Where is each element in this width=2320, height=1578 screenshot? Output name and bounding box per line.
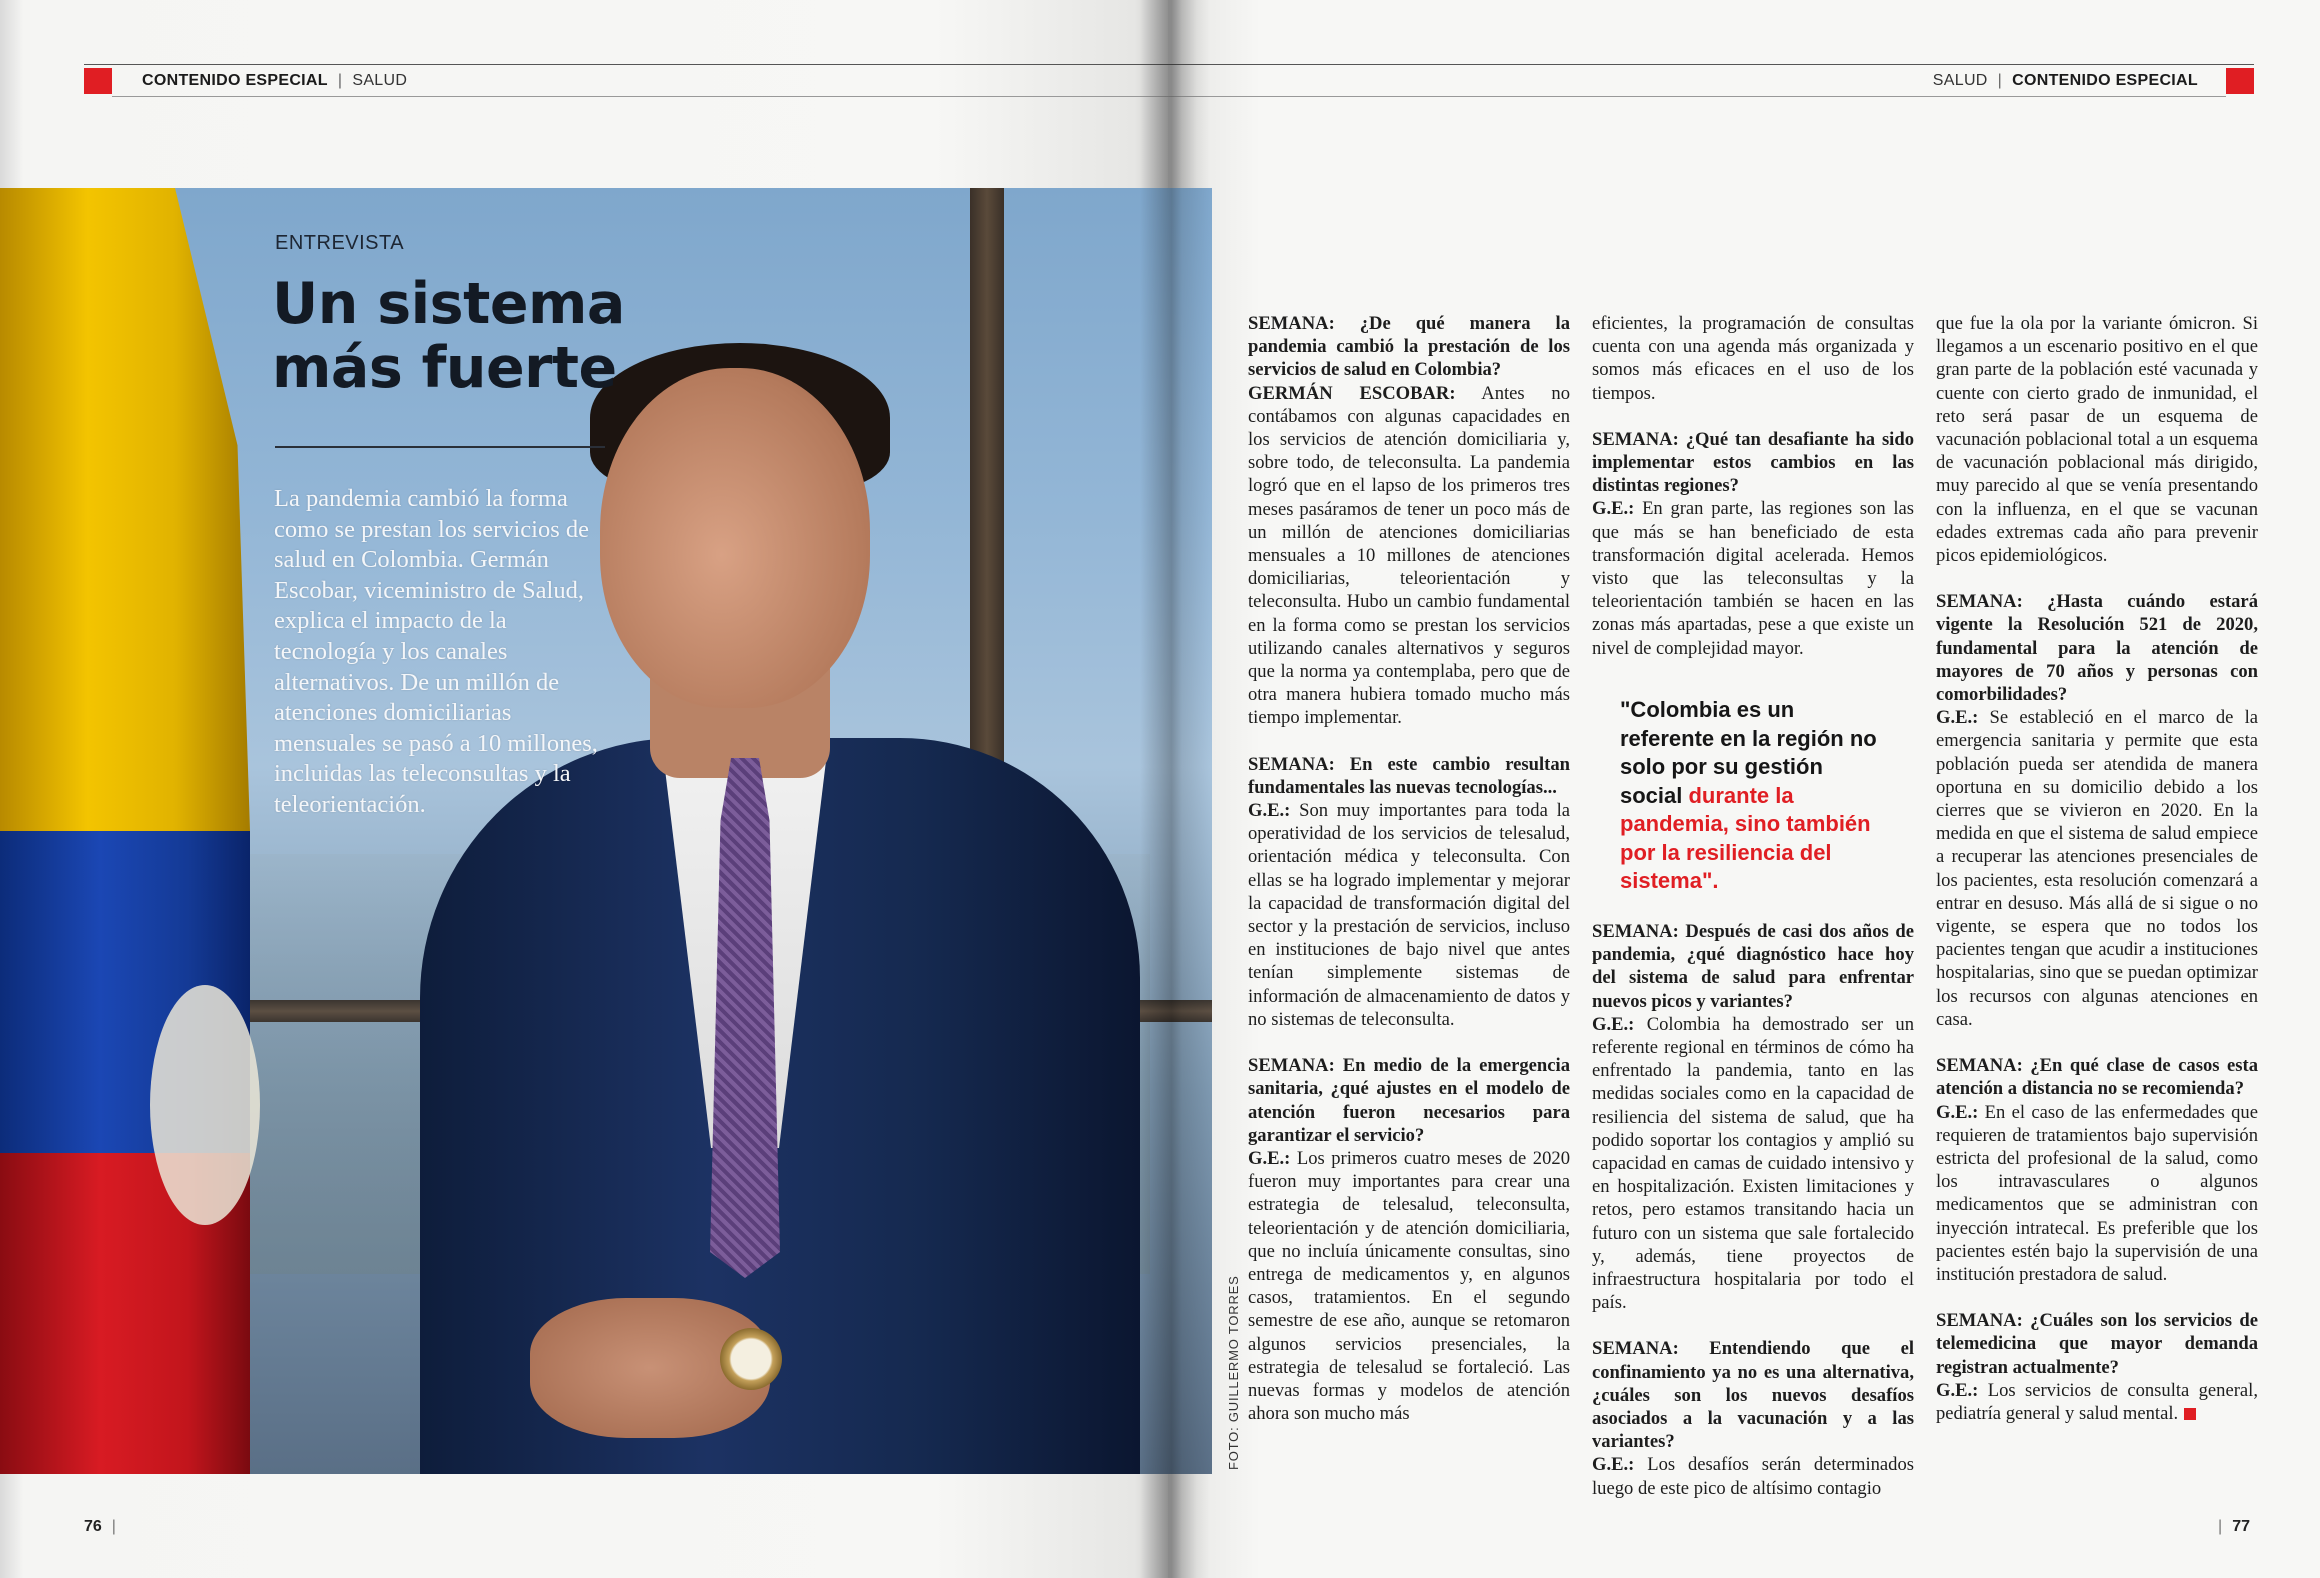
answer: Colombia ha demostrado ser un referente regional en términos de cómo ha enfrentado la pandemia, tanto en las medidas sociales como en la capacidad de resiliencia del sistema de salud, que ha podido soportar los contagios y amplió su capacidad en camas de cuidado intensivo y en hospitalización. Existen limitaciones y retos, pero estamos transitando hacia un futuro con un sistema que sale fortalecido y, además, tiene proyectos de infraestructura hospitalaria por todo el país. [1592,1013,1914,1314]
answer: Son muy importantes para toda la operatividad de los servicios de telesalud, orientación médica y teleconsulta. Con ellas se ha logrado implementar y mejorar la capacidad de transformación digital del sector y la prestación de servicios, incluso en instituciones de bajo nivel que antes tenían simplemente sistemas de información de almacenamiento de datos y no sistemas de teleconsulta. [1248,800,1570,1030]
answer: Los servicios de consulta general, pediatría general y salud mental. [1936,1379,2258,1424]
header-rule-right [1168,64,2254,65]
header-left: CONTENIDO ESPECIAL | SALUD [142,72,408,89]
speaker: G.E.: [1592,1013,1635,1035]
answer: Los desafíos serán determinados luego de este pico de altísimo contagio [1592,1454,1914,1499]
kicker: ENTREVISTA [275,232,405,254]
article-lead: La pandemia cambió la forma como se prestan los servicios de salud en Colombia. Germán Escobar, viceministro de Salud, explica el impacto de la tecnología y los canales alternativos. De un millón de atenciones domiciliarias mensuales se pasó a 10 millones, incluidas las teleconsultas y la teleorientación. [274,485,598,818]
speaker: G.E.: [1592,498,1635,520]
portrait-subject [360,288,1180,1474]
answer: En gran parte, las regiones son las que más se han beneficiado de esta transformación digital acelerada. Hemos visto que las teleconsultas y la teleorientación también se hacen en las zonas más apartadas, pese a que existe un nivel de complejidad mayor. [1592,498,1914,659]
header-subsection: SALUD [352,72,408,89]
article-title [272,272,632,400]
qa-paragraph [1936,1309,2258,1425]
speaker: GERMÁN ESCOBAR: [1248,382,1456,404]
speaker: G.E.: [1248,800,1291,822]
header-rule-left-bottom [112,96,1174,97]
question: SEMANA: Entendiendo que el confinamiento ya no es una alternativa, ¿cuáles son los nuevos desafíos asociados a la vacunación y a las variantes? [1592,1338,1914,1453]
qa-paragraph [1592,1337,1914,1499]
speaker: G.E.: [1936,707,1979,729]
header-subsection: SALUD [1932,72,1988,89]
answer: eficientes, la programación de consultas cuenta con una agenda más organizada y somos más eficaces en el uso de los tiempos. [1592,313,1914,404]
header-section: CONTENIDO ESPECIAL [142,72,328,89]
answer: Los primeros cuatro meses de 2020 fueron muy importantes para crear una estrategia de telesalud, teleconsulta, teleorientación y de atención domiciliaria, que no incluía únicamente consultas, sino entrega de medicamentos y, en algunos casos, tratamientos. En el segundo semestre de ese año, aunque se retomaron algunos servicios presenciales, la estrategia de telesalud se fortaleció. Las nuevas formas y modelos de atención ahora son mucho más [1248,1147,1570,1425]
header-red-tab-right [2226,68,2254,94]
answer: Antes no contábamos con algunas capacidades en los servicios de atención domiciliaria y, sobre todo, de teleconsulta. La pandemia logró que en el lapso de los primeros tres meses pasáramos de tener un poco más de un millón de atenciones domiciliarias mensuales a 10 millones de atenciones domiciliarias, teleorientación y teleconsulta. Hubo un cambio fundamental en la forma como se prestan los servicios utilizando canales alternativos y seguros que la norma ya contemplaba, pero que de otra manera hubiera tomado mucho más tiempo implementar. [1248,382,1570,729]
question: SEMANA: En este cambio resultan fundamentales las nuevas tecnologías... [1248,753,1570,798]
end-mark [2184,1408,2196,1420]
pull-quote [1620,696,1890,896]
qa-paragraph [1248,1054,1570,1425]
header-right: SALUD | CONTENIDO ESPECIAL [1932,72,2198,89]
header-rule-right-bottom [1168,96,2226,97]
pull-quote-highlight: durante la pandemia, sino también por la resiliencia del sistema". [1620,782,1871,893]
qa-paragraph [1248,753,1570,1031]
answer: Se estableció en el marco de la emergencia sanitaria y permite que esta población pueda ser atendida de manera oportuna en su domicilio debido a los cierres que se vivieron en 2020. En la medida en que el sistema de salud empiece a recuperar las atenciones presenciales de los pacientes, esta resolución comenzará a entrar en desuso. Más allá de si sigue o no vigente, se espera que no todos los pacientes tengan que acudir a instituciones hospitalarias, sino que se puedan optimizar los recursos con algunas atenciones en casa. [1936,707,2258,1030]
question: SEMANA: ¿Qué tan desafiante ha sido implementar estos cambios en las distintas regiones? [1592,428,1914,497]
question: SEMANA: ¿Cuáles son los servicios de telemedicina que mayor demanda registran actualmente? [1936,1310,2258,1378]
question: SEMANA: ¿De qué manera la pandemia cambió la prestación de los servicios de salud en Colombia? [1248,313,1570,381]
text-column-3 [1936,312,2258,1425]
qa-paragraph [1936,1054,2258,1286]
speaker: G.E.: [1592,1454,1635,1476]
answer: En el caso de las enfermedades que requieren de tratamientos bajo supervisión estricta del profesional de la salud, como los intravasculares o algunos medicamentos que se administran con inyección intratecal. Es preferible que los pacientes estén bajo la supervisión de una institución prestadora de salud. [1936,1101,2258,1285]
header-rule-left [84,64,1174,65]
page-number-right: | 77 [2218,1518,2250,1535]
question: SEMANA: ¿En qué clase de casos esta atención a distancia no se recomienda? [1936,1055,2258,1100]
qa-paragraph [1936,590,2258,1031]
question: SEMANA: Después de casi dos años de pandemia, ¿qué diagnóstico hace hoy del sistema de salud para enfrentar nuevos picos y variantes? [1592,921,1914,1012]
qa-paragraph [1248,312,1570,730]
question: SEMANA: En medio de la emergencia sanitaria, ¿qué ajustes en el modelo de atención fueron necesarios para garantizar el servicio? [1248,1055,1570,1146]
text-column-1 [1248,312,1570,1425]
answer: que fue la ola por la variante ómicron. Si llegamos a un escenario positivo en el que gran parte de la población esté vacunada y cuente con cierto grado de inmunidad, el reto será pasar de un esquema de vacunación poblacional total a un esquema de vacunación poblacional más dirigido, muy parecido al que se venía presentando con la influenza, en el que se vacunan edades extremas cada año para prevenir picos epidemiológicos. [1936,313,2258,567]
qa-paragraph [1592,312,1914,405]
header-section: CONTENIDO ESPECIAL [2012,72,2198,89]
photo-credit: FOTO: GUILLERMO TORRES [1226,1275,1241,1470]
text-column-2-top [1592,312,1914,660]
page-number-left: 76 | [84,1518,116,1535]
title-line: más fuerte [272,335,617,401]
text-column-2-bottom [1592,920,1914,1500]
colombian-flag [0,188,250,1474]
speaker: G.E.: [1936,1379,1979,1401]
qa-paragraph [1592,428,1914,660]
header-red-tab-left [84,68,112,94]
question: SEMANA: ¿Hasta cuándo estará vigente la Resolución 521 de 2020, fundamental para la atención de mayores de 70 años y personas con comorbilidades? [1936,591,2258,706]
title-rule [275,446,605,448]
speaker: G.E.: [1248,1147,1291,1169]
speaker: G.E.: [1936,1101,1979,1123]
title-line: Un sistema [272,271,625,337]
pull-quote-text: "Colombia es un referente en la región no solo por su gestión social [1620,697,1877,808]
qa-paragraph [1592,920,1914,1314]
qa-paragraph [1936,312,2258,567]
